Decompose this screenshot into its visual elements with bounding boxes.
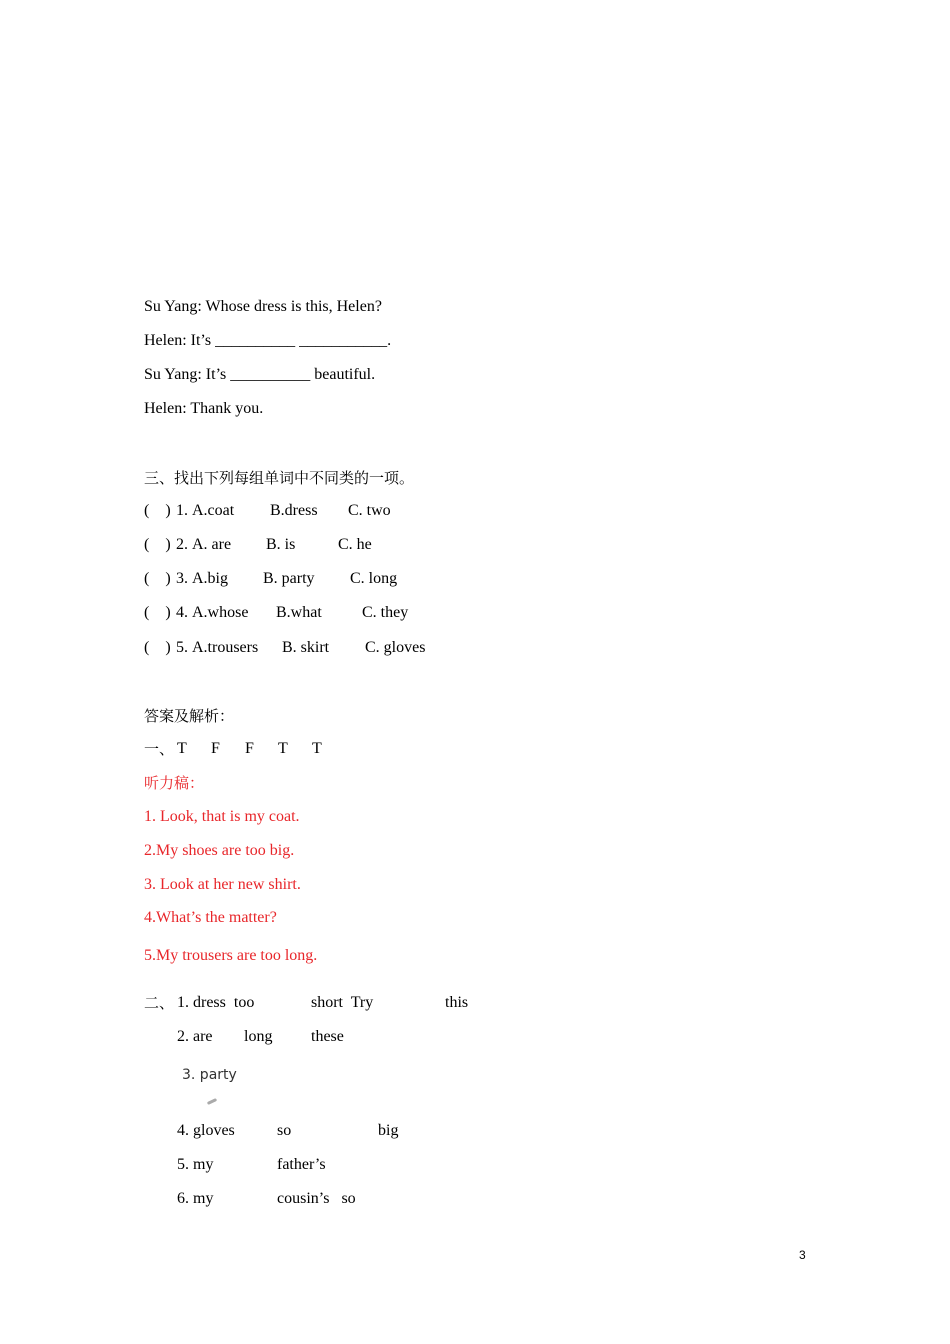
item-number: 2. <box>176 536 188 553</box>
option-b: B.dress <box>270 502 318 519</box>
script-line-1: 1. Look, that is my coat. <box>144 808 300 825</box>
option-a: A.trousers <box>192 639 259 656</box>
scan-smudge <box>207 1098 217 1105</box>
section2-cell: big <box>378 1122 399 1139</box>
option-b: B. is <box>266 536 296 553</box>
script-line-5: 5.My trousers are too long. <box>144 947 318 964</box>
section2-cell: father’s <box>277 1156 326 1173</box>
section2-cell: long <box>244 1028 273 1045</box>
answer-paren: ( ) <box>144 502 171 519</box>
item-number: 4. <box>176 604 188 621</box>
answer-paren: ( ) <box>144 604 171 621</box>
dialogue-line-4: Helen: Thank you. <box>144 400 264 417</box>
option-b: B. skirt <box>282 639 330 656</box>
script-title: 听力稿： <box>144 774 205 792</box>
section2-cell: 4. gloves <box>177 1122 235 1139</box>
item-number: 3. <box>176 570 188 587</box>
dialogue-line-3: Su Yang: It’s __________ beautiful. <box>144 366 376 383</box>
section2-cell: these <box>311 1028 344 1045</box>
option-c: C. gloves <box>365 639 426 656</box>
section2-cell: so <box>277 1122 292 1139</box>
section2-cell: this <box>445 994 469 1011</box>
item-number: 5. <box>176 639 188 656</box>
option-b: B.what <box>276 604 322 621</box>
answer-value: F <box>245 740 254 757</box>
option-c: C. he <box>338 536 372 553</box>
section2-cell: 5. my <box>177 1156 214 1173</box>
item-number: 1. <box>176 502 188 519</box>
answer-paren: ( ) <box>144 639 171 656</box>
option-b: B. party <box>263 570 315 587</box>
answer-value: T <box>278 740 288 757</box>
answer-value: T <box>177 740 187 757</box>
option-a: A.coat <box>192 502 235 519</box>
answer-paren: ( ) <box>144 570 171 587</box>
section2-cell: 3. party <box>182 1067 237 1083</box>
answer-value: F <box>211 740 220 757</box>
option-c: C. two <box>348 502 391 519</box>
option-c: C. they <box>362 604 409 621</box>
section2-cell: 2. are <box>177 1028 213 1045</box>
section2-cell: 1. dress too <box>177 994 255 1011</box>
section2-cell: cousin’s so <box>277 1190 356 1207</box>
dialogue-line-1: Su Yang: Whose dress is this, Helen? <box>144 298 382 315</box>
answer-paren: ( ) <box>144 536 171 553</box>
option-a: A. are <box>192 536 232 553</box>
section2-cell: 6. my <box>177 1190 214 1207</box>
section2-cell: short Try <box>311 994 374 1011</box>
answers-title: 答案及解析： <box>144 707 235 725</box>
section1-label: 一、 <box>144 740 175 758</box>
section2-label: 二、 <box>144 994 175 1012</box>
section3-title: 三、找出下列每组单词中不同类的一项。 <box>144 469 415 487</box>
option-a: A.big <box>192 570 228 587</box>
dialogue-line-2: Helen: It’s __________ ___________. <box>144 332 392 349</box>
option-a: A.whose <box>192 604 249 621</box>
answer-value: T <box>312 740 322 757</box>
script-line-3: 3. Look at her new shirt. <box>144 876 301 893</box>
script-line-2: 2.My shoes are too big. <box>144 842 295 859</box>
page-number: 3 <box>799 1248 806 1262</box>
option-c: C. long <box>350 570 398 587</box>
script-line-4: 4.What’s the matter? <box>144 909 277 926</box>
